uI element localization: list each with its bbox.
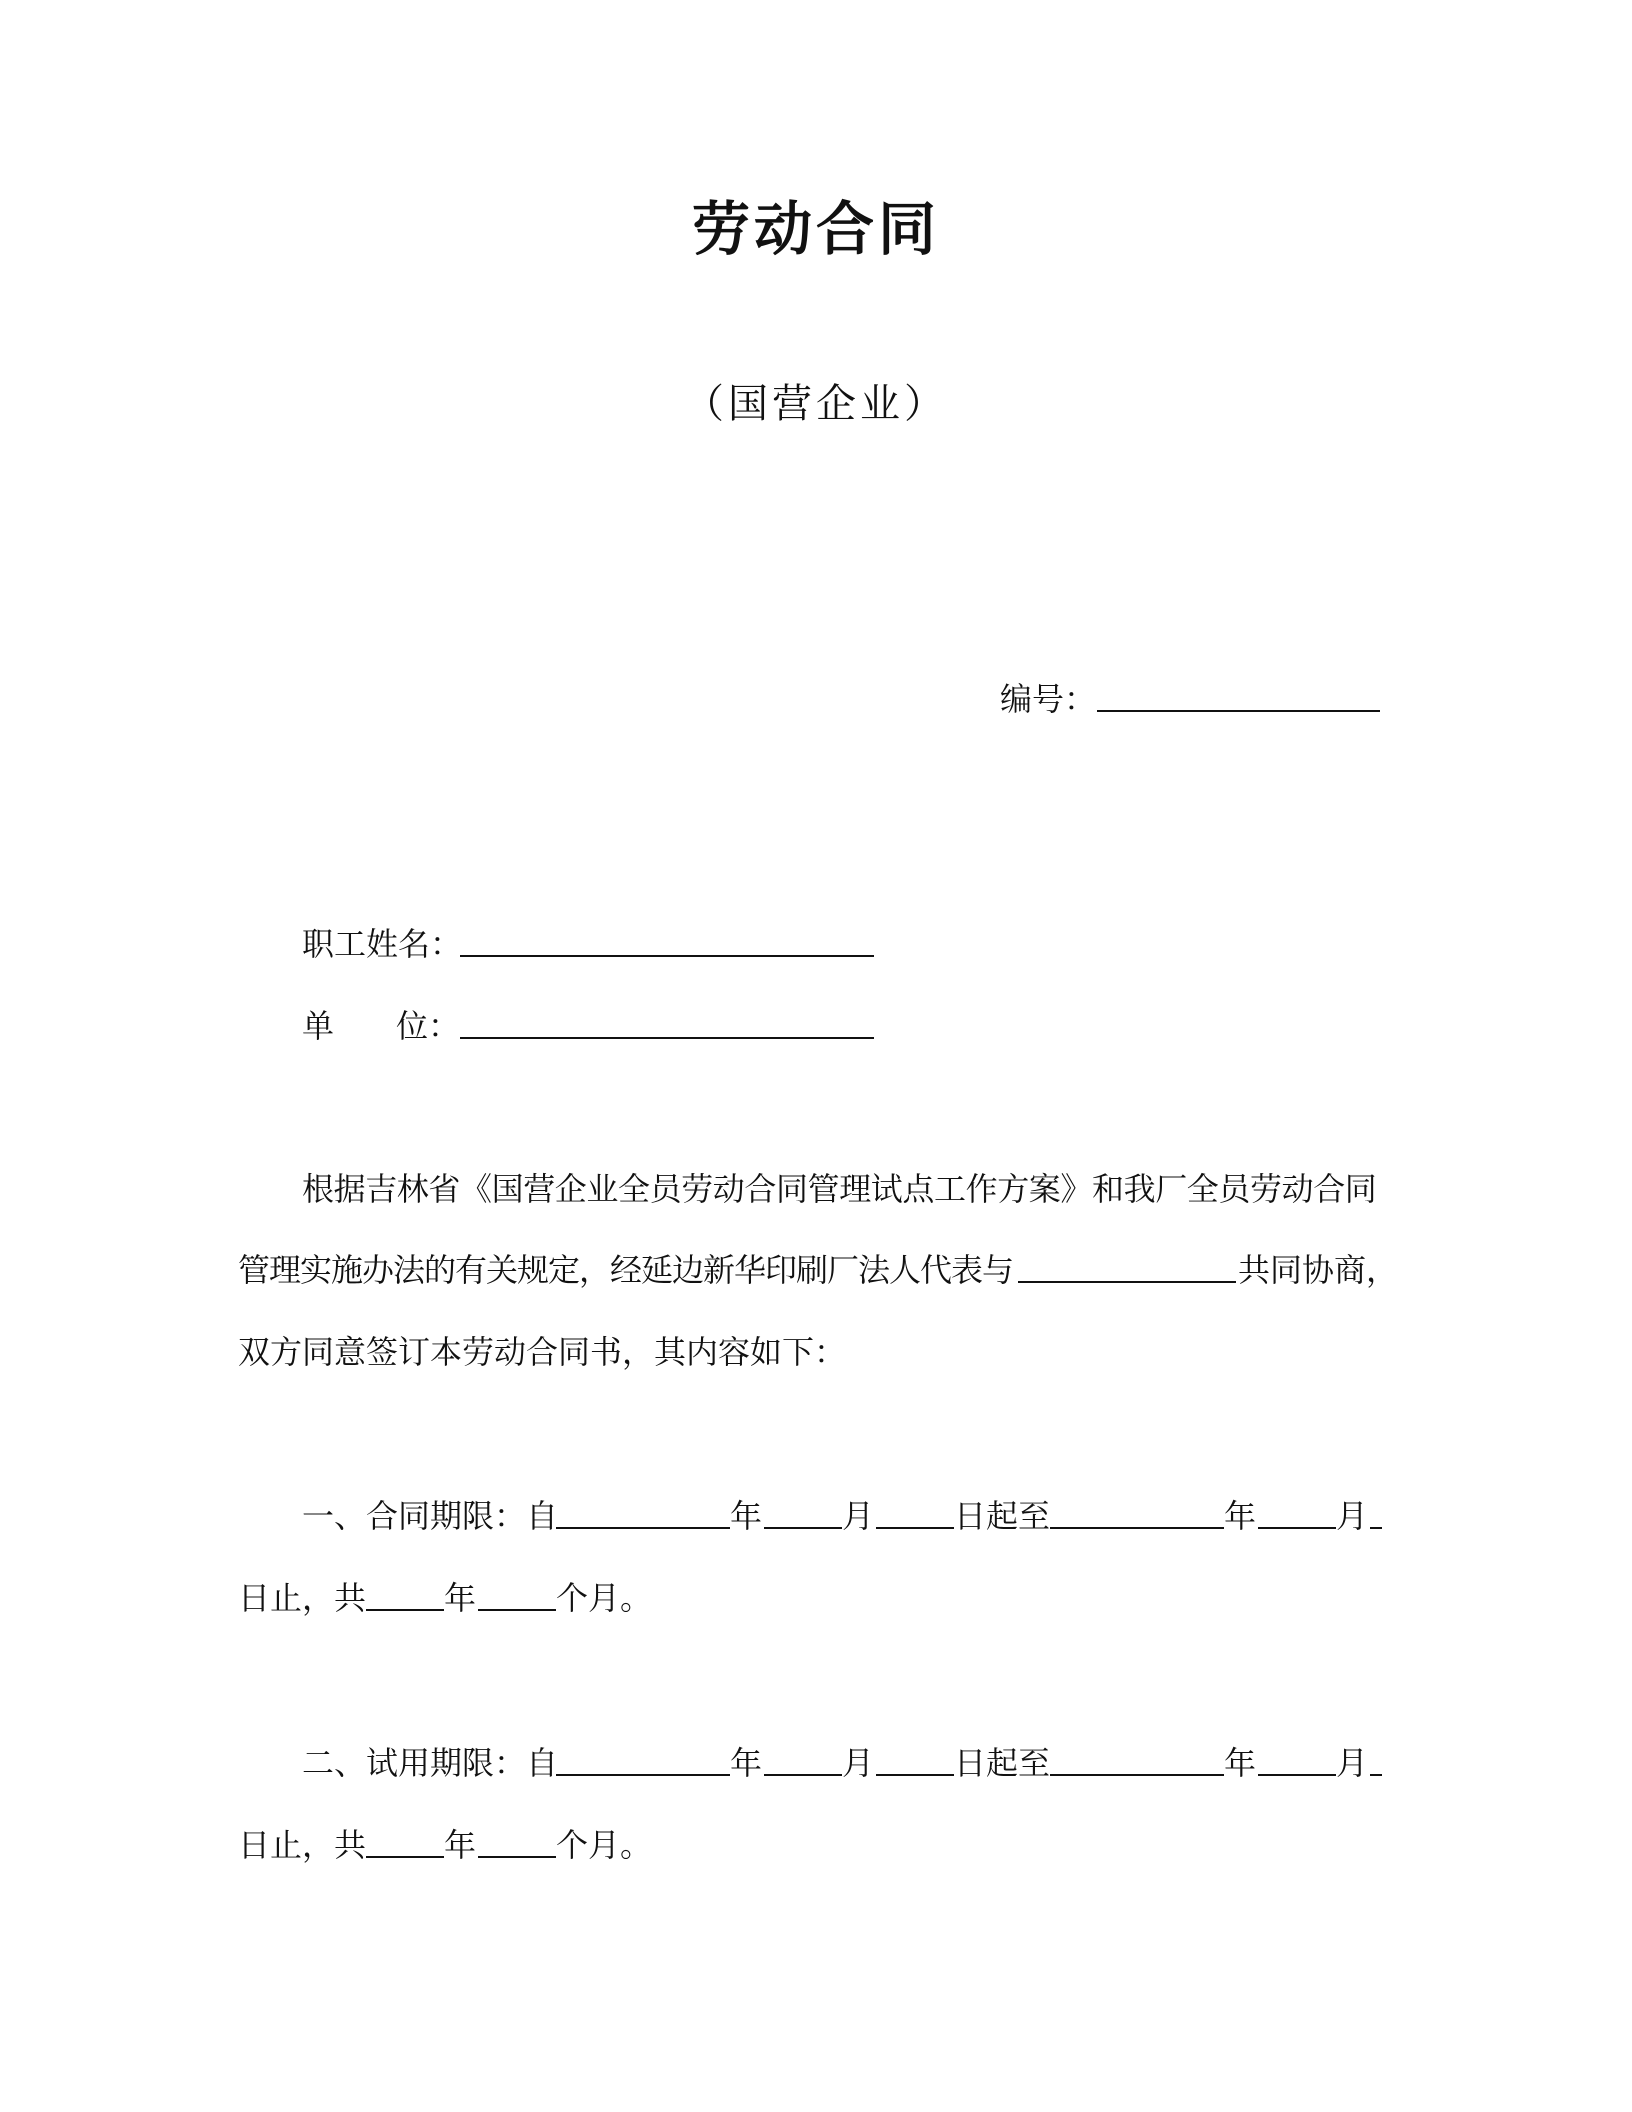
intro-line-2-after: 共同协商， <box>1238 1251 1399 1289</box>
probation-start-day-field[interactable] <box>876 1774 954 1776</box>
number-field[interactable] <box>1097 710 1380 712</box>
legal-rep-field[interactable] <box>1018 1281 1236 1283</box>
contract-end-month-field[interactable] <box>1258 1527 1336 1529</box>
contract-total-months-label: 个月。 <box>556 1579 653 1617</box>
unit-label-char1: 单 <box>302 1007 335 1045</box>
employee-name-label: 职工姓名： <box>302 925 463 963</box>
document-title: 劳动合同 <box>691 195 940 263</box>
contract-start-day-label: 日起至 <box>954 1497 1051 1535</box>
probation-start-year-label: 年 <box>730 1744 763 1782</box>
employee-name-field[interactable] <box>460 955 874 957</box>
contract-end-label: 日止，共 <box>238 1579 367 1617</box>
probation-total-months-field[interactable] <box>478 1856 556 1858</box>
probation-end-label: 日止，共 <box>238 1826 367 1864</box>
probation-end-month-label: 月 <box>1336 1744 1369 1782</box>
contract-start-day-field[interactable] <box>876 1527 954 1529</box>
probation-start-month-label: 月 <box>842 1744 875 1782</box>
probation-end-day-field[interactable] <box>1370 1774 1382 1776</box>
probation-total-months-label: 个月。 <box>556 1826 653 1864</box>
contract-end-year-label: 年 <box>1224 1497 1257 1535</box>
contract-total-years-field[interactable] <box>366 1609 444 1611</box>
document-subtitle: （国营企业） <box>684 381 948 427</box>
intro-line-2-before: 管理实施办法的有关规定，经延边新华印刷厂法人代表与 <box>238 1251 1014 1289</box>
probation-start-month-field[interactable] <box>764 1774 842 1776</box>
contract-end-year-field[interactable] <box>1050 1527 1224 1529</box>
contract-total-years-label: 年 <box>444 1579 477 1617</box>
contract-end-day-field[interactable] <box>1370 1527 1382 1529</box>
contract-start-month-label: 月 <box>842 1497 875 1535</box>
intro-line-3: 双方同意签订本劳动合同书，其内容如下： <box>238 1333 847 1371</box>
unit-field[interactable] <box>460 1037 874 1039</box>
contract-start-year-field[interactable] <box>556 1527 730 1529</box>
probation-period-head: 二、试用期限：自 <box>302 1744 559 1782</box>
probation-start-year-field[interactable] <box>556 1774 730 1776</box>
unit-label-char2: 位： <box>396 1007 461 1045</box>
contract-end-month-label: 月 <box>1336 1497 1369 1535</box>
probation-start-day-label: 日起至 <box>954 1744 1051 1782</box>
contract-start-month-field[interactable] <box>764 1527 842 1529</box>
contract-total-months-field[interactable] <box>478 1609 556 1611</box>
contract-period-head: 一、合同期限：自 <box>302 1497 559 1535</box>
probation-total-years-label: 年 <box>444 1826 477 1864</box>
intro-line-1: 根据吉林省《国营企业全员劳动合同管理试点工作方案》和我厂全员劳动合同 <box>302 1170 1377 1208</box>
number-label: 编号： <box>1000 680 1097 718</box>
probation-total-years-field[interactable] <box>366 1856 444 1858</box>
contract-start-year-label: 年 <box>730 1497 763 1535</box>
probation-end-month-field[interactable] <box>1258 1774 1336 1776</box>
probation-end-year-label: 年 <box>1224 1744 1257 1782</box>
probation-end-year-field[interactable] <box>1050 1774 1224 1776</box>
